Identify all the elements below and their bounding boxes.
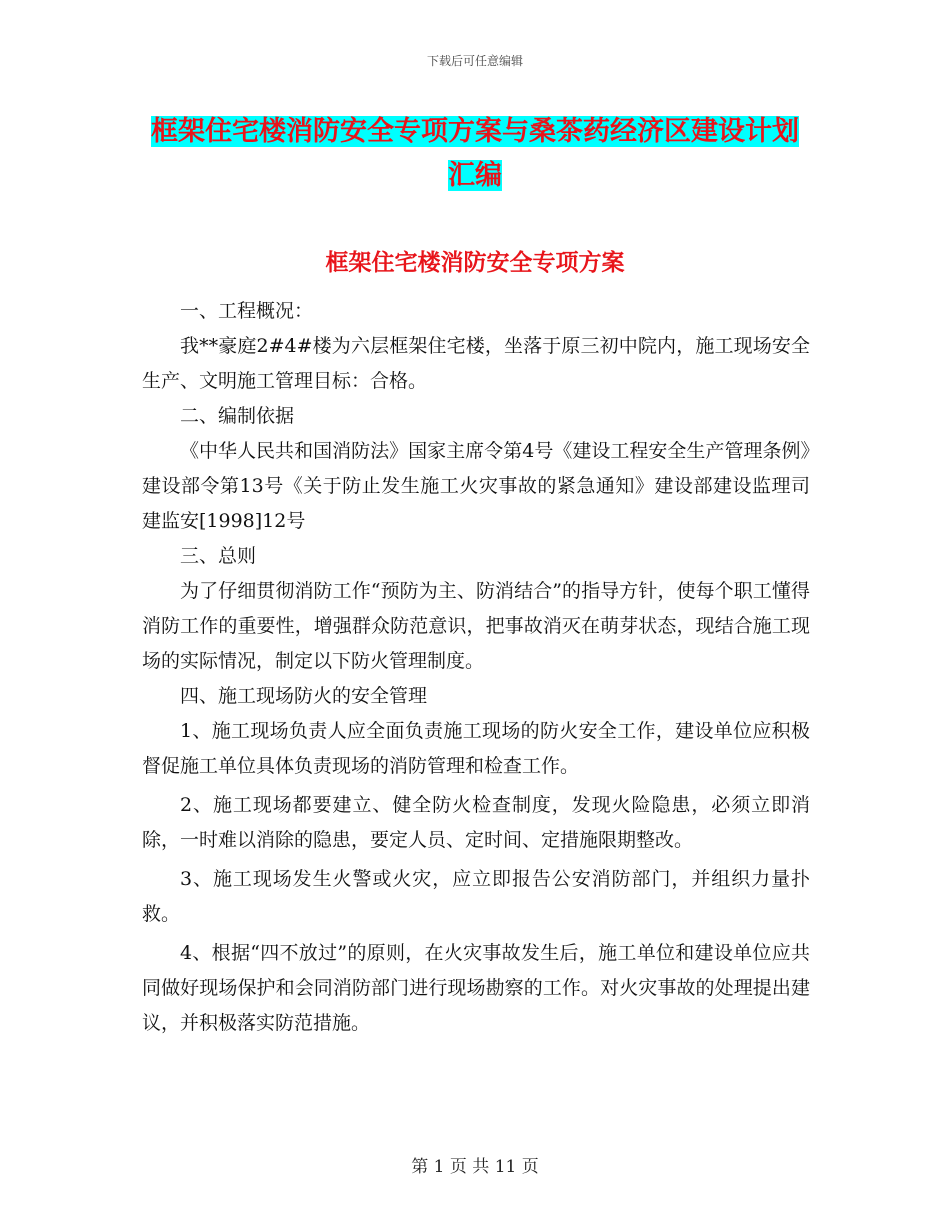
list-item: 3、施工现场发生火警或火灾，应立即报告公安消防部门，并组织力量扑救。 (142, 868, 810, 925)
header-note: 下载后可任意编辑 (426, 54, 523, 68)
list-item: 2、施工现场都要建立、健全防火检查制度，发现火险隐患，必须立即消除，一时难以消除的隐患，要定人员、定时间、定措施限期整改。 (142, 794, 810, 851)
heading-general: 三、总则 (180, 545, 257, 567)
list-item: 4、根据“四不放过”的原则，在火灾事故发生后，施工单位和建设单位应共同做好现场保护和会同消防部门进行现场勘察的工作。对火灾事故的处理提出建议，并积极落实防范措施。 (142, 942, 810, 1034)
document-title-text: 框架住宅楼消防安全专项方案与桑茶药经济区建设计划汇编 (151, 116, 799, 191)
paragraph: 为了仔细贯彻消防工作“预防为主、防消结合”的指导方针，使每个职工懂得消防工作的重要性，增强群众防范意识，把事故消灭在萌芽状态，现结合施工现场的实际情况，制定以下防火管理制度。 (142, 580, 810, 672)
document-title (140, 110, 810, 198)
paragraph: 《中华人民共和国消防法》国家主席令第4号《建设工程安全生产管理条例》建设部令第13号《关于防止发生施工火灾事故的紧急通知》建设部建设监理司建监安[1998]12号 (142, 440, 810, 532)
section-title: 框架住宅楼消防安全专项方案 (325, 250, 625, 276)
paragraph: 我**豪庭2#4#楼为六层框架住宅楼，坐落于原三初中院内，施工现场安全生产、文明施工管理目标：合格。 (142, 335, 810, 392)
page-number: 第 1 页 共 11 页 (411, 1157, 539, 1177)
list-item: 1、施工现场负责人应全面负责施工现场的防火安全工作，建设单位应积极督促施工单位具体负责现场的消防管理和检查工作。 (142, 720, 810, 777)
document-body (142, 294, 810, 1041)
heading-basis: 二、编制依据 (180, 405, 295, 427)
heading-project-overview: 一、工程概况： (180, 300, 314, 322)
heading-fire-management: 四、施工现场防火的安全管理 (180, 685, 428, 707)
